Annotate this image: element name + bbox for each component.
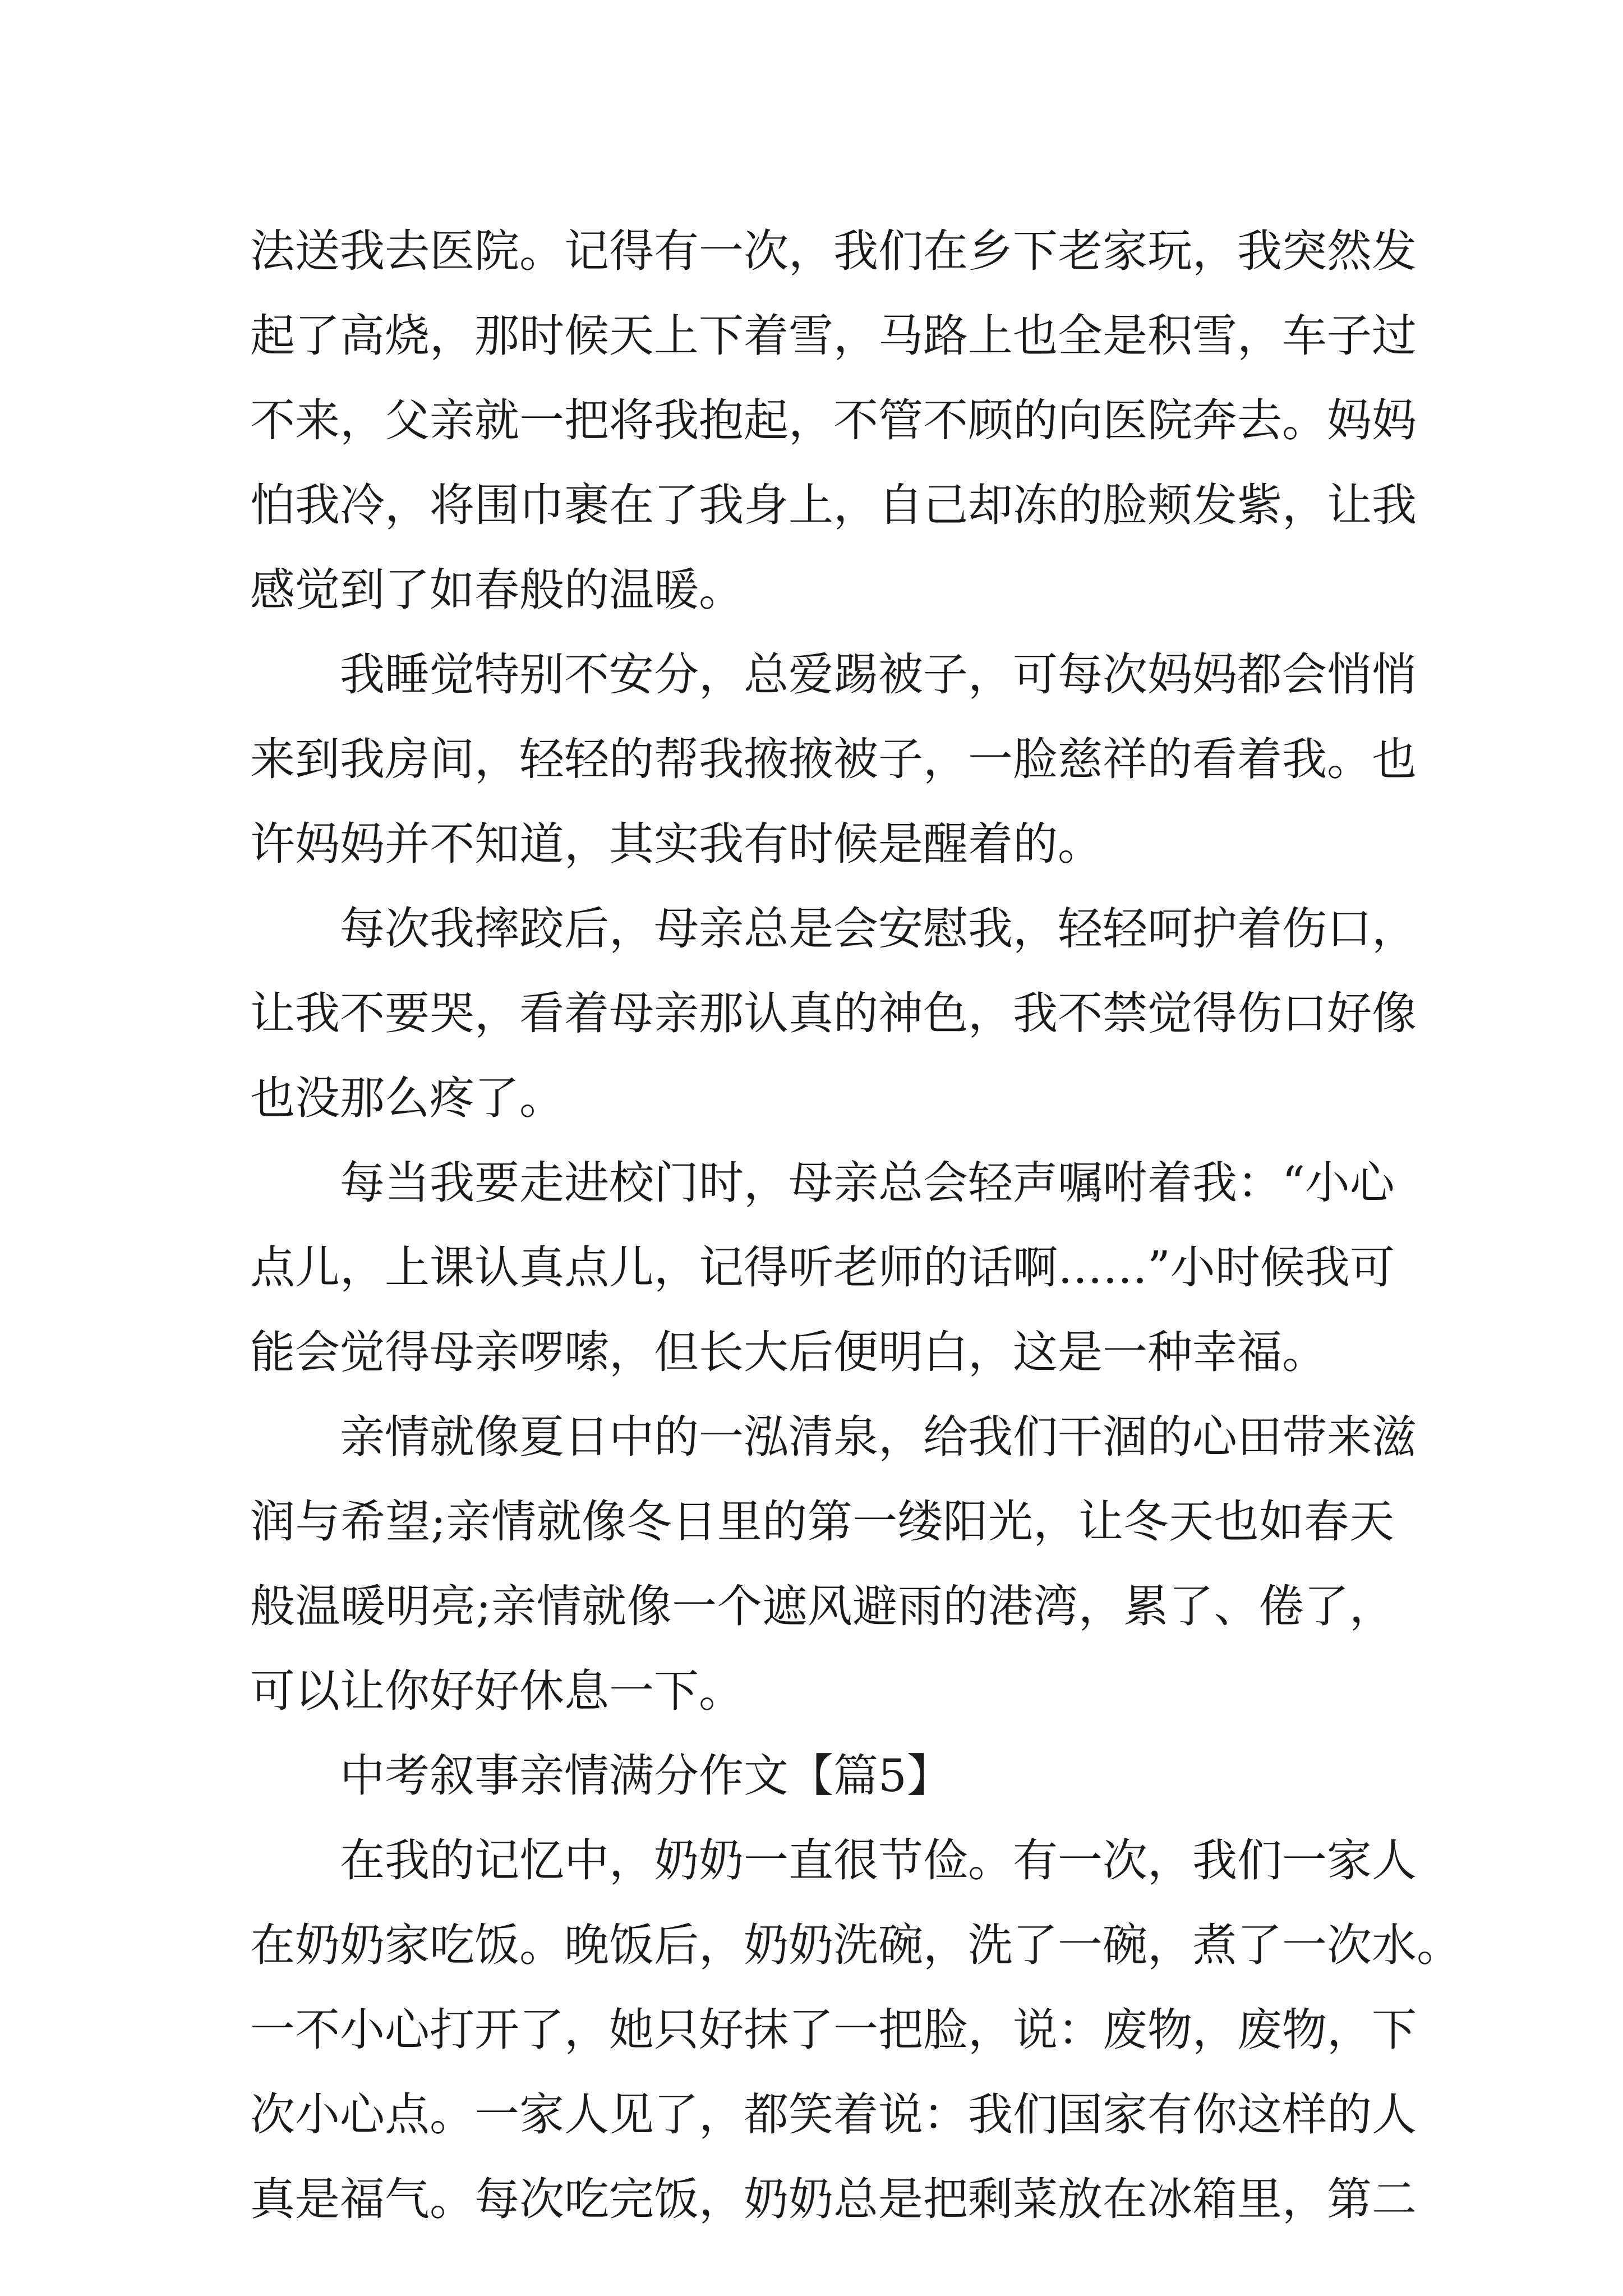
text-line: 亲情就像夏日中的一泓清泉，给我们干涸的心田带来滋 <box>340 1411 1417 1463</box>
text-line: 在奶奶家吃饭。晚饭后，奶奶洗碗，洗了一碗，煮了一次水。 <box>250 1919 1461 1971</box>
text-line: 可以让你好好休息一下。 <box>250 1665 744 1717</box>
text-line: 润与希望;亲情就像冬日里的第一缕阳光，让冬天也如春天 <box>250 1496 1394 1548</box>
text-line: 能会觉得母亲啰嗦，但长大后便明白，这是一种幸福。 <box>250 1326 1327 1378</box>
text-line: 般温暖明亮;亲情就像一个遮风避雨的港湾，累了、倦了， <box>250 1580 1394 1632</box>
text-line: 真是福气。每次吃完饭，奶奶总是把剩菜放在冰箱里，第二 <box>250 2173 1417 2225</box>
essay-body <box>250 209 1461 2242</box>
text-line: 一不小心打开了，她只好抹了一把脸，说：废物，废物，下 <box>250 2004 1417 2056</box>
text-line: 次小心点。一家人见了，都笑着说：我们国家有你这样的人 <box>250 2088 1417 2141</box>
text-line: 感觉到了如春般的温暖。 <box>250 564 744 616</box>
text-line: 也没那么疼了。 <box>250 1072 564 1124</box>
text-line: 怕我冷，将围巾裹在了我身上，自己却冻的脸颊发紫，让我 <box>250 479 1417 531</box>
text-line: 每当我要走进校门时，母亲总会轻声嘱咐着我：“小心 <box>340 1157 1395 1209</box>
text-line: 点儿，上课认真点儿，记得听老师的话啊……”小时候我可 <box>250 1241 1395 1294</box>
text-line: 每次我摔跤后，母亲总是会安慰我，轻轻呵护着伤口， <box>340 903 1417 955</box>
text-line: 法送我去医院。记得有一次，我们在乡下老家玩，我突然发 <box>250 225 1417 277</box>
text-line: 在我的记忆中，奶奶一直很节俭。有一次，我们一家人 <box>340 1834 1417 1887</box>
text-line: 许妈妈并不知道，其实我有时候是醒着的。 <box>250 818 1103 870</box>
text-line: 起了高烧，那时候天上下着雪，马路上也全是积雪，车子过 <box>250 310 1417 362</box>
text-line: 不来，父亲就一把将我抱起，不管不顾的向医院奔去。妈妈 <box>250 394 1417 447</box>
section-heading: 中考叙事亲情满分作文【篇5】 <box>340 1750 952 1802</box>
text-line: 来到我房间，轻轻的帮我掖掖被子，一脸慈祥的看着我。也 <box>250 733 1417 785</box>
text-line: 我睡觉特别不安分，总爱踢被子，可每次妈妈都会悄悄 <box>340 648 1417 701</box>
text-line: 让我不要哭，看着母亲那认真的神色，我不禁觉得伤口好像 <box>250 987 1417 1039</box>
